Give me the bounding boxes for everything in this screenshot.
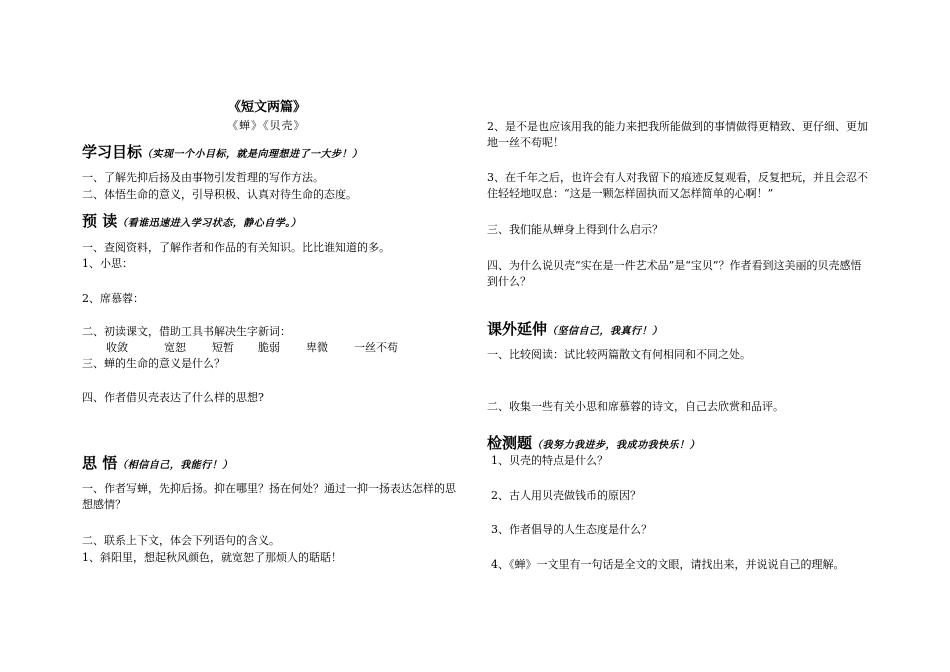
reflect-question-2b: 2、是不是也应该用我的能力来把我所能做到的事情做得更精致、更仔细、更加地一丝不苟呢！ xyxy=(487,120,868,149)
goal-item-2: 二、体悟生命的意义，引导积极、认真对待生命的态度。 xyxy=(82,188,357,201)
reflect-question-4: 四、为什么说贝壳“实在是一件艺术品”是“宝贝”？作者看到这美丽的贝壳感悟到什么？ xyxy=(487,259,862,288)
reflect-question-2c: 3、在千年之后，也许会有人对我留下的痕迹反复观看，反复把玩，并且会忍不住轻轻地叹息：“这是一颗怎样固执而又怎样简单的心啊！” xyxy=(487,171,868,200)
preview-question-1: 一、查阅资料，了解作者和作品的有关知识。比比谁知道的多。 xyxy=(82,241,390,254)
preview-question-1a: 1、小思： xyxy=(82,257,133,270)
document-subtitle: 《蝉》《贝壳》 xyxy=(227,119,306,132)
extend-question-2: 二、收集一些有关小思和席慕蓉的诗文，自己去欣赏和品评。 xyxy=(487,400,784,413)
vocab-word-list xyxy=(106,340,398,356)
document-title: 《短文两篇》 xyxy=(228,100,307,115)
section-heading-goals xyxy=(82,141,363,162)
reflect-question-2: 二、联系上下文，体会下列语句的含义。 xyxy=(82,534,280,547)
vocab-word: 脆弱 xyxy=(258,341,280,354)
vocab-word: 短暂 xyxy=(212,341,234,354)
reflect-question-2a: 1、斜阳里，想起秋风颜色，就宽恕了那烦人的聒聒！ xyxy=(82,551,342,564)
preview-heading-text: 预 读 xyxy=(82,212,118,230)
section-heading-test xyxy=(487,432,700,453)
vocab-word: 一丝不苟 xyxy=(354,341,398,354)
reflect-question-3: 三、我们能从蝉身上得到什么启示？ xyxy=(487,223,663,236)
test-question-2: 2、古人用贝壳做钱币的原因？ xyxy=(491,489,641,502)
section-heading-extend xyxy=(487,318,663,339)
vocab-word: 宽恕 xyxy=(164,341,186,354)
extend-heading-text: 课外延伸 xyxy=(487,320,548,338)
preview-question-4: 四、作者借贝壳表达了什么样的思想? xyxy=(82,391,264,404)
extend-question-1: 一、比较阅读：试比较两篇散文有何相同和不同之处。 xyxy=(487,348,751,361)
preview-question-3: 三、蝉的生命的意义是什么？ xyxy=(82,357,225,370)
test-question-1: 1、贝壳的特点是什么？ xyxy=(491,454,608,467)
goal-item-1: 一、了解先抑后扬及由事物引发哲理的写作方法。 xyxy=(82,171,324,184)
test-heading-note: （我努力我进步，我成功我快乐！） xyxy=(532,440,701,451)
extend-heading-note: （坚信自己，我真行！） xyxy=(547,326,663,337)
test-question-3: 3、作者倡导的人生态度是什么？ xyxy=(491,523,652,536)
vocab-word: 卑微 xyxy=(306,341,328,354)
reflect-heading-note: （相信自己，我能行！） xyxy=(117,460,233,471)
goals-heading-text: 学习目标 xyxy=(82,143,143,161)
section-heading-reflect xyxy=(82,452,233,473)
preview-question-1b: 2、席慕蓉： xyxy=(82,292,144,305)
reflect-heading-text: 思 悟 xyxy=(82,454,118,472)
test-question-4: 4、《蝉》一文里有一句话是全文的文眼，请找出来，并说说自己的理解。 xyxy=(491,558,845,571)
section-heading-preview xyxy=(82,210,301,231)
reflect-question-1: 一、作者写蝉，先抑后扬。抑在哪里？扬在何处？通过一抑一扬表达怎样的思想感情？ xyxy=(82,482,456,511)
goals-heading-note: （实现一个小目标，就是向理想进了一大步！） xyxy=(142,149,363,160)
preview-question-2: 二、初读课文，借助工具书解决生字新词： xyxy=(82,325,291,338)
test-heading-text: 检测题 xyxy=(487,434,533,452)
preview-heading-note: （看谁迅速进入学习状态，静心自学。） xyxy=(117,218,302,229)
vocab-word: 收敛 xyxy=(106,341,128,354)
